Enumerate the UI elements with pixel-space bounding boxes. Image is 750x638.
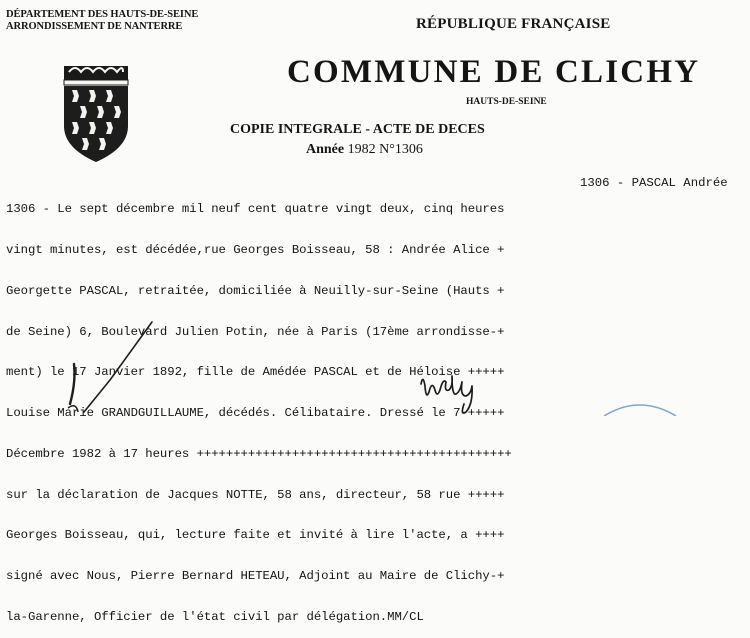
year-number: 1982 N°1306: [347, 142, 423, 157]
text-line: sur la déclaration de Jacques NOTTE, 58 ans, directeur, 58 rue +++++: [6, 487, 505, 502]
text-line: Georges Boisseau, qui, lecture faite et invité à lire l'acte, a ++++: [6, 528, 505, 543]
text-line: la-Garenne, Officier de l'état civil par délégation.MM/CL: [6, 610, 424, 624]
officer-signature-icon: [40, 300, 160, 416]
text-line: vingt minutes, est décédée,rue Georges Boisseau, 58 : Andrée Alice +: [6, 242, 505, 257]
text-line: Louise Marie GRANDGUILLAUME, décédés. Célibataire. Dressé le 7 +++++: [6, 406, 505, 421]
year-label: Année: [306, 142, 345, 157]
republic-heading: RÉPUBLIQUE FRANÇAISE: [416, 16, 611, 32]
text-line: de Seine) 6, Boulevard Julien Potin, née à Paris (17ème arrondisse-+: [6, 324, 505, 339]
commune-title: COMMUNE DE CLICHY: [287, 54, 701, 90]
arrondissement-line: ARRONDISSEMENT DE NANTERRE: [6, 21, 183, 32]
text-line: Décembre 1982 à 17 heures +++++++++++++++++++++++++++++++++++++++++++: [6, 446, 512, 461]
document-title: COPIE INTEGRALE - ACTE DE DECES: [230, 122, 485, 137]
text-line: Georgette PASCAL, retraitée, domiciliée à Neuilly-sur-Seine (Hauts +: [6, 283, 505, 298]
text-line: signé avec Nous, Pierre Bernard HETEAU, Adjoint au Maire de Clichy-+: [6, 569, 505, 584]
department-line: DÉPARTEMENT DES HAUTS-DE-SEINE: [6, 9, 199, 20]
margin-note: 1306 - PASCAL Andrée: [580, 176, 728, 190]
document-year: [306, 142, 423, 158]
declarant-signature-icon: [415, 366, 505, 416]
text-line: 1306 - Le sept décembre mil neuf cent quatre vingt deux, cinq heures: [6, 202, 505, 217]
official-stamp-icon: [600, 400, 680, 416]
clichy-coat-of-arms-icon: [62, 62, 130, 164]
text-line: ment) le 17 Janvier 1892, fille de Amédée PASCAL et de Héloise +++++: [6, 365, 505, 380]
region-subtitle: HAUTS-DE-SEINE: [466, 97, 547, 107]
department-header: [6, 9, 198, 33]
